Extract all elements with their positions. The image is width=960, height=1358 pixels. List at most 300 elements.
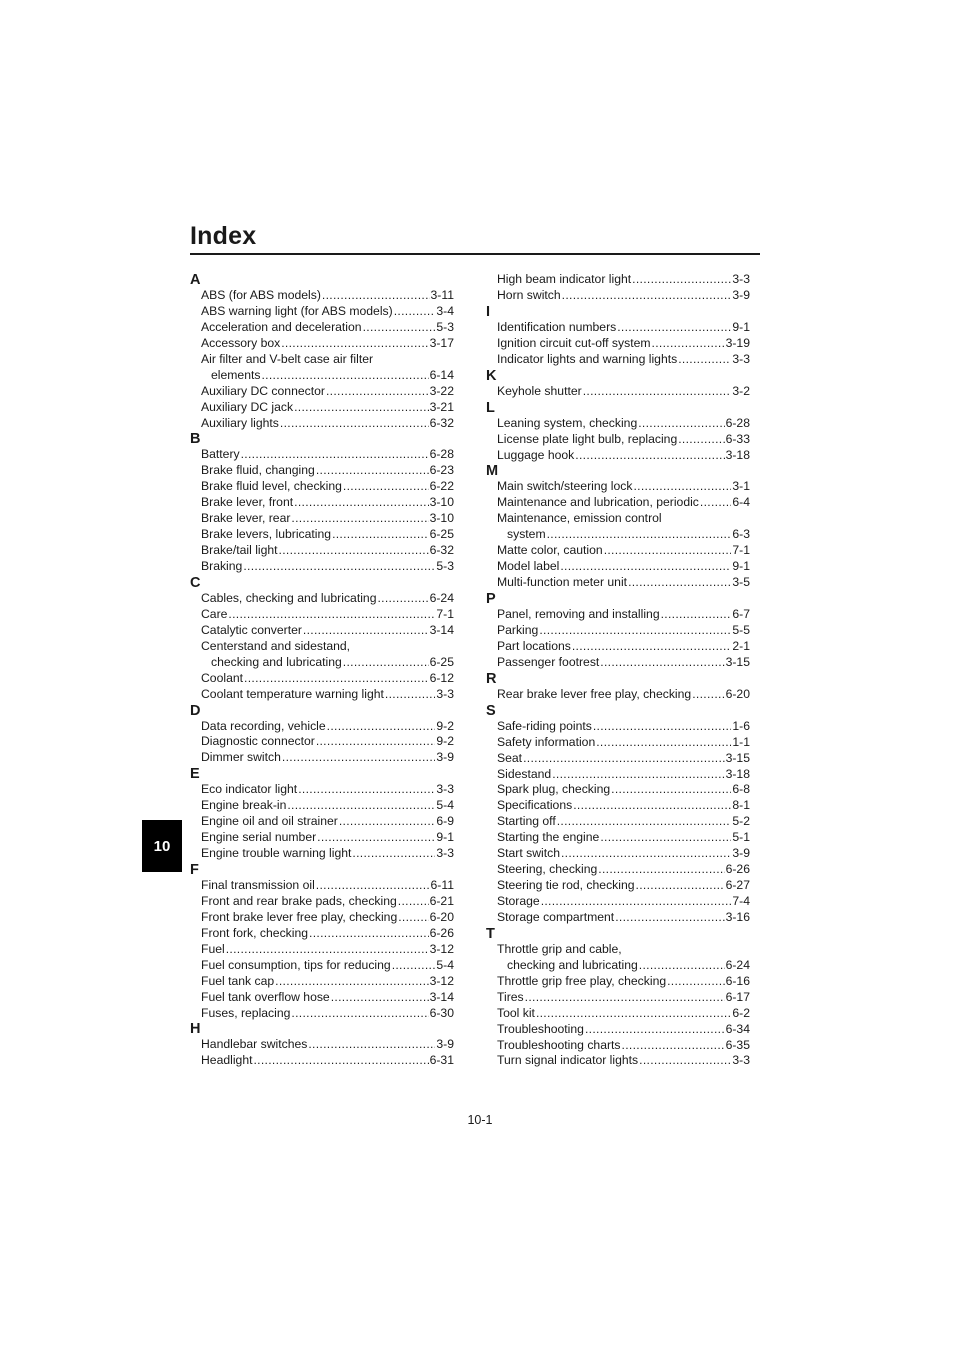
dot-leader	[392, 958, 436, 974]
index-entry	[190, 798, 454, 814]
index-entry-page: 3-3	[436, 846, 454, 861]
index-entry-text: Data recording, vehicle	[201, 718, 326, 733]
index-entry-text: Brake levers, lubricating	[201, 527, 332, 542]
dot-leader	[700, 495, 731, 511]
dot-leader	[332, 527, 429, 543]
dot-leader	[398, 910, 428, 926]
index-entry-text: ABS warning light (for ABS models)	[201, 303, 393, 318]
index-entry-page: 7-1	[732, 543, 750, 558]
index-entry-page: 3-3	[732, 272, 750, 286]
index-entry	[486, 416, 750, 432]
index-entry	[190, 288, 454, 304]
index-entry-text: Parking	[497, 622, 539, 637]
index-entry-text: checking and lubricating	[211, 654, 342, 669]
index-entry	[486, 767, 750, 783]
dot-leader	[615, 910, 724, 926]
index-entry-text: License plate light bulb, replacing	[497, 431, 678, 446]
index-entry	[190, 782, 454, 798]
index-entry-text: Front and rear brake pads, checking	[201, 893, 397, 908]
index-column-right	[486, 272, 750, 1069]
index-entry-page: 5-3	[436, 559, 454, 573]
index-entry-page: 6-21	[429, 893, 454, 908]
dot-leader	[561, 846, 731, 862]
index-entry-text: Troubleshooting charts	[497, 1037, 621, 1052]
index-entry-page: 3-5	[732, 575, 750, 590]
index-entry-text: Dimmer switch	[201, 750, 281, 765]
dot-leader	[316, 463, 429, 479]
index-entry-page: 3-9	[436, 1037, 454, 1052]
index-entry-page: 3-22	[429, 383, 454, 398]
index-entry-text: Battery	[201, 447, 240, 462]
dot-leader	[661, 607, 732, 623]
index-entry	[190, 990, 454, 1006]
index-entry	[486, 320, 750, 336]
dot-leader	[254, 1053, 429, 1069]
index-entry-text: Starting off	[497, 814, 556, 829]
index-entry	[190, 1006, 454, 1022]
dot-leader	[562, 288, 732, 304]
dot-leader	[294, 400, 428, 416]
index-entry-page: 6-20	[429, 909, 454, 924]
index-entry-page: 6-32	[429, 543, 454, 558]
index-entry	[190, 878, 454, 894]
index-entry-page: 6-33	[725, 431, 750, 446]
dot-leader	[604, 543, 732, 559]
index-entry	[190, 750, 454, 766]
index-entry-page: 3-15	[725, 654, 750, 669]
index-entry-page: 3-4	[436, 303, 454, 318]
index-entry-page: 6-7	[732, 607, 750, 621]
index-column-left	[190, 272, 454, 1069]
index-entry-page: 9-2	[436, 718, 454, 733]
index-entry-page: 5-3	[436, 319, 454, 334]
index-entry-text: elements	[211, 367, 261, 382]
dot-leader	[275, 974, 428, 990]
index-entry	[486, 479, 750, 495]
dot-leader	[244, 671, 429, 687]
index-entry	[190, 463, 454, 479]
index-entry-page: 3-17	[429, 335, 454, 350]
index-entry-page: 5-5	[732, 622, 750, 637]
index-entry-page: 3-10	[429, 511, 454, 526]
index-entry-page: 6-34	[725, 1021, 750, 1036]
dot-leader	[316, 734, 436, 750]
dot-leader	[316, 878, 430, 894]
index-entry-page: 9-1	[732, 319, 750, 334]
index-entry-text: Ignition circuit cut-off system	[497, 335, 651, 350]
index-entry	[486, 543, 750, 559]
index-entry	[486, 1053, 750, 1069]
index-entry	[190, 958, 454, 974]
index-letter-l: L	[486, 399, 495, 416]
index-entry-text: Matte color, caution	[497, 543, 603, 558]
index-entry-page: 2-1	[732, 638, 750, 653]
index-entry	[486, 655, 750, 671]
dot-leader	[352, 846, 435, 862]
index-entry-text: Steering tie rod, checking	[497, 878, 635, 893]
index-entry	[190, 384, 454, 400]
index-entry	[486, 623, 750, 639]
index-entry-page: 6-12	[429, 670, 454, 685]
index-entry-page: 3-19	[725, 335, 750, 350]
dot-leader	[573, 798, 731, 814]
dot-leader	[678, 432, 724, 448]
index-letter-i: I	[486, 303, 491, 320]
index-entry	[486, 830, 750, 846]
index-entry-text: Brake lever, rear	[201, 511, 291, 526]
index-entry-text: Eco indicator light	[201, 782, 298, 797]
index-entry-text: Final transmission oil	[201, 878, 315, 892]
dot-leader	[525, 990, 725, 1006]
index-entry-page: 6-22	[429, 479, 454, 494]
dot-leader	[363, 320, 436, 336]
index-letter-f: F	[190, 862, 199, 878]
index-letter-e: E	[190, 766, 200, 783]
index-entry-page: 3-15	[725, 750, 750, 765]
index-entry-text: ABS (for ABS models)	[201, 288, 321, 302]
index-entry-page: 6-32	[429, 415, 454, 430]
index-entry-text: Acceleration and deceleration	[201, 319, 362, 334]
index-entry	[486, 1022, 750, 1038]
index-entry-page: 6-31	[429, 1053, 454, 1068]
dot-leader	[557, 814, 732, 830]
index-letter-t: T	[486, 925, 495, 942]
dot-leader	[541, 894, 732, 910]
index-entry-text: checking and lubricating	[507, 957, 638, 972]
index-entry-text: High beam indicator light	[497, 272, 632, 286]
index-entry-text: system	[507, 527, 546, 542]
dot-leader	[638, 416, 724, 432]
dot-leader	[692, 687, 724, 703]
page-title: Index	[190, 222, 257, 250]
index-entry-text: Coolant	[201, 670, 244, 685]
index-entry-page: 9-1	[732, 559, 750, 574]
index-entry-text: Auxiliary DC jack	[201, 399, 294, 414]
index-entry-page: 3-16	[725, 909, 750, 924]
index-entry-page: 1-6	[732, 718, 750, 733]
dot-leader	[523, 751, 725, 767]
dot-leader	[552, 767, 724, 783]
index-letter-k: K	[486, 367, 497, 384]
index-entry-page: 8-1	[732, 798, 750, 813]
dot-leader	[298, 782, 435, 798]
index-entry-text: Steering, checking	[497, 862, 598, 877]
index-entry-text: Front brake lever free play, checking	[201, 909, 398, 924]
dot-leader	[539, 623, 731, 639]
index-entry	[486, 798, 750, 814]
dot-leader	[622, 1038, 725, 1054]
index-entry-text: Main switch/steering lock	[497, 479, 633, 494]
index-entry-page: 5-4	[436, 798, 454, 813]
index-entry-text: Engine break-in	[201, 798, 287, 813]
index-entry-text: Panel, removing and installing	[497, 607, 660, 621]
dot-leader	[639, 1053, 731, 1069]
dot-leader	[593, 719, 732, 735]
index-entry-text: Engine trouble warning light	[201, 846, 352, 861]
index-entry-text: Accessory box	[201, 335, 281, 350]
index-entry	[190, 495, 454, 511]
index-entry-page: 3-1	[732, 479, 750, 494]
index-entry	[486, 432, 750, 448]
index-entry	[486, 559, 750, 575]
dot-leader	[583, 384, 732, 400]
index-entry	[190, 687, 454, 703]
dot-leader	[617, 320, 731, 336]
dot-leader	[394, 304, 436, 320]
index-entry-text: Starting the engine	[497, 830, 600, 845]
index-entry-page: 3-3	[732, 1053, 750, 1068]
index-entry-text: Engine serial number	[201, 830, 317, 845]
index-entry	[190, 607, 454, 623]
dot-leader	[308, 1037, 435, 1053]
index-entry-page: 3-18	[725, 447, 750, 462]
dot-leader	[667, 974, 724, 990]
index-entry-page: 6-20	[725, 686, 750, 701]
index-entry-page: 3-10	[429, 495, 454, 510]
index-entry-text: Front fork, checking	[201, 925, 309, 940]
index-entry	[486, 910, 750, 926]
dot-leader	[339, 814, 436, 830]
index-letter-r: R	[486, 670, 497, 687]
dot-leader	[291, 511, 428, 527]
index-entry-page: 6-23	[429, 463, 454, 478]
index-entry	[486, 448, 750, 464]
index-entry-page: 7-4	[732, 894, 750, 908]
index-letter-b: B	[190, 431, 201, 448]
dot-leader	[326, 384, 429, 400]
index-entry-page: 6-27	[725, 878, 750, 893]
index-entry-page: 6-25	[429, 527, 454, 542]
index-entry	[486, 575, 750, 591]
index-entry-text: Rear brake lever free play, checking	[497, 686, 692, 701]
index-entry	[190, 830, 454, 846]
index-entry	[486, 846, 750, 862]
index-entry-page: 3-9	[732, 287, 750, 302]
index-entry-text: Braking	[201, 559, 243, 573]
index-entry-page: 3-9	[732, 846, 750, 861]
index-letter-h: H	[190, 1021, 201, 1038]
index-entry-page: 3-21	[429, 399, 454, 414]
index-entry-page: 6-28	[725, 415, 750, 430]
dot-leader	[639, 958, 725, 974]
index-entry-text: Safety information	[497, 734, 596, 749]
index-entry-text: Catalytic converter	[201, 622, 302, 637]
dot-leader	[398, 894, 429, 910]
dot-leader	[279, 543, 429, 559]
index-letter-a: A	[190, 272, 201, 288]
index-entry	[190, 974, 454, 990]
dot-leader	[331, 990, 429, 1006]
index-entry	[486, 352, 750, 368]
index-entry-text: Throttle grip free play, checking	[497, 973, 667, 988]
index-entry-text: Brake fluid, changing	[201, 463, 315, 478]
index-entry-heading: Centerstand and sidestand,	[201, 638, 351, 653]
dot-leader	[309, 926, 429, 942]
index-entry-text: Handlebar switches	[201, 1037, 308, 1052]
index-entry	[190, 511, 454, 527]
index-entry-text: Part locations	[497, 638, 571, 653]
dot-leader	[294, 495, 428, 511]
index-entry-page: 6-9	[436, 814, 454, 829]
index-entry-text: Troubleshooting	[497, 1021, 584, 1036]
index-entry	[486, 495, 750, 511]
index-entry	[190, 304, 454, 320]
index-entry	[486, 336, 750, 352]
dot-leader	[385, 687, 435, 703]
index-entry-page: 3-2	[732, 383, 750, 398]
index-entry-text: Care	[201, 606, 228, 621]
dot-leader	[632, 272, 731, 288]
index-entry	[486, 719, 750, 735]
index-entry-text: Auxiliary lights	[201, 415, 279, 430]
index-entry	[190, 910, 454, 926]
index-entry-text: Cables, checking and lubricating	[201, 590, 377, 605]
index-entry-text: Diagnostic connector	[201, 734, 315, 749]
index-entry-page: 6-30	[429, 1005, 454, 1020]
index-entry	[486, 639, 750, 655]
index-entry-text: Fuel tank overflow hose	[201, 989, 330, 1004]
index-entry-text: Brake fluid level, checking	[201, 479, 342, 494]
index-entry-heading: Air filter and V-belt case air filter	[201, 351, 374, 366]
dot-leader	[600, 830, 731, 846]
index-letter-c: C	[190, 574, 201, 591]
chapter-tab	[142, 820, 182, 872]
index-entry-page: 6-26	[429, 925, 454, 940]
index-entry	[190, 368, 454, 384]
index-entry	[190, 527, 454, 543]
index-entry-page: 3-14	[429, 622, 454, 637]
index-entry-page: 3-12	[429, 973, 454, 988]
dot-leader	[600, 655, 724, 671]
index-entry-text: Fuel tank cap	[201, 973, 275, 988]
index-entry-page: 6-24	[429, 590, 454, 605]
index-entry-page: 6-28	[429, 447, 454, 462]
index-entry-text: Tool kit	[497, 1005, 535, 1020]
index-entry	[190, 894, 454, 910]
index-entry-page: 3-3	[436, 686, 454, 701]
index-entry	[486, 974, 750, 990]
index-entry-page: 1-1	[732, 734, 750, 749]
index-entry-page: 3-18	[725, 766, 750, 781]
index-entry	[190, 320, 454, 336]
index-entry-page: 6-4	[732, 495, 750, 510]
index-entry	[486, 958, 750, 974]
index-entry-page: 3-3	[732, 351, 750, 366]
index-entry	[190, 1053, 454, 1069]
index-entry-text: Safe-riding points	[497, 718, 592, 733]
index-entry	[486, 782, 750, 798]
index-entry-page: 7-1	[436, 606, 454, 621]
index-entry	[486, 862, 750, 878]
index-entry-text: Coolant temperature warning light	[201, 686, 384, 701]
dot-leader	[281, 336, 428, 352]
index-entry	[190, 1037, 454, 1053]
index-entry-text: Identification numbers	[497, 319, 617, 334]
index-entry-text: Turn signal indicator lights	[497, 1053, 639, 1068]
index-entry-text: Specifications	[497, 798, 573, 813]
index-entry	[190, 655, 454, 671]
page-number: 10-1	[467, 1113, 493, 1127]
dot-leader	[633, 479, 731, 495]
index-entry-text: Luggage hook	[497, 447, 575, 462]
index-entry-text: Leaning system, checking	[497, 415, 638, 430]
index-entry-page: 3-14	[429, 989, 454, 1004]
index-entry-text: Spark plug, checking	[497, 782, 611, 797]
index-letter-p: P	[486, 591, 496, 607]
index-entry	[190, 479, 454, 495]
index-entry-page: 6-35	[725, 1037, 750, 1052]
index-entry-text: Fuel consumption, tips for reducing	[201, 957, 391, 972]
index-entry-page: 6-17	[725, 989, 750, 1004]
dot-leader	[327, 719, 436, 735]
index-entry	[190, 416, 454, 432]
index-entry-text: Horn switch	[497, 287, 561, 302]
index-entry-text: Auxiliary DC connector	[201, 383, 325, 398]
index-entry	[486, 288, 750, 304]
index-entry	[190, 447, 454, 463]
index-entry-page: 5-2	[732, 814, 750, 829]
dot-leader	[343, 479, 429, 495]
index-entry-text: Tires	[497, 989, 524, 1004]
index-entry	[486, 607, 750, 623]
index-entry	[486, 1038, 750, 1054]
index-entry-text: Storage compartment	[497, 909, 615, 924]
index-entry-page: 6-25	[429, 654, 454, 669]
index-entry-text: Engine oil and oil strainer	[201, 814, 338, 829]
dot-leader	[303, 623, 429, 639]
index-entry-page: 6-2	[732, 1005, 750, 1020]
index-entry-heading: Throttle grip and cable,	[497, 941, 622, 956]
index-entry-text: Keyhole shutter	[497, 383, 582, 398]
index-entry-page: 6-8	[732, 782, 750, 797]
index-entry	[190, 591, 454, 607]
index-entry	[486, 1006, 750, 1022]
index-entry	[486, 990, 750, 1006]
index-entry-page: 5-1	[732, 830, 750, 845]
index-entry	[486, 384, 750, 400]
dot-leader	[377, 591, 428, 607]
dot-leader	[547, 527, 732, 543]
index-entry-heading: Maintenance, emission control	[497, 511, 662, 526]
index-entry-text: Sidestand	[497, 766, 552, 781]
dot-leader	[280, 416, 429, 432]
index-entry-page: 9-2	[436, 734, 454, 749]
index-entry-text: Fuel	[201, 941, 225, 956]
index-entry-text: Headlight	[201, 1053, 253, 1068]
dot-leader	[652, 336, 725, 352]
index-entry-text: Fuses, replacing	[201, 1005, 291, 1020]
dot-leader	[287, 798, 435, 814]
index-entry-text: Maintenance and lubrication, periodic	[497, 495, 699, 510]
index-entry	[190, 559, 454, 575]
index-entry	[486, 735, 750, 751]
dot-leader	[343, 655, 429, 671]
dot-leader	[678, 352, 731, 368]
index-entry-text: Model label	[497, 559, 560, 574]
index-entry-page: 6-11	[430, 878, 454, 892]
index-entry-text: Brake/tail light	[201, 543, 278, 558]
index-entry	[190, 846, 454, 862]
index-entry	[486, 687, 750, 703]
index-entry-page: 3-11	[430, 288, 454, 302]
dot-leader	[241, 447, 429, 463]
dot-leader	[560, 559, 731, 575]
index-entry-text: Seat	[497, 750, 523, 765]
index-entry	[190, 623, 454, 639]
index-entry-page: 9-1	[436, 830, 454, 845]
dot-leader	[596, 735, 731, 751]
index-entry	[190, 734, 454, 750]
